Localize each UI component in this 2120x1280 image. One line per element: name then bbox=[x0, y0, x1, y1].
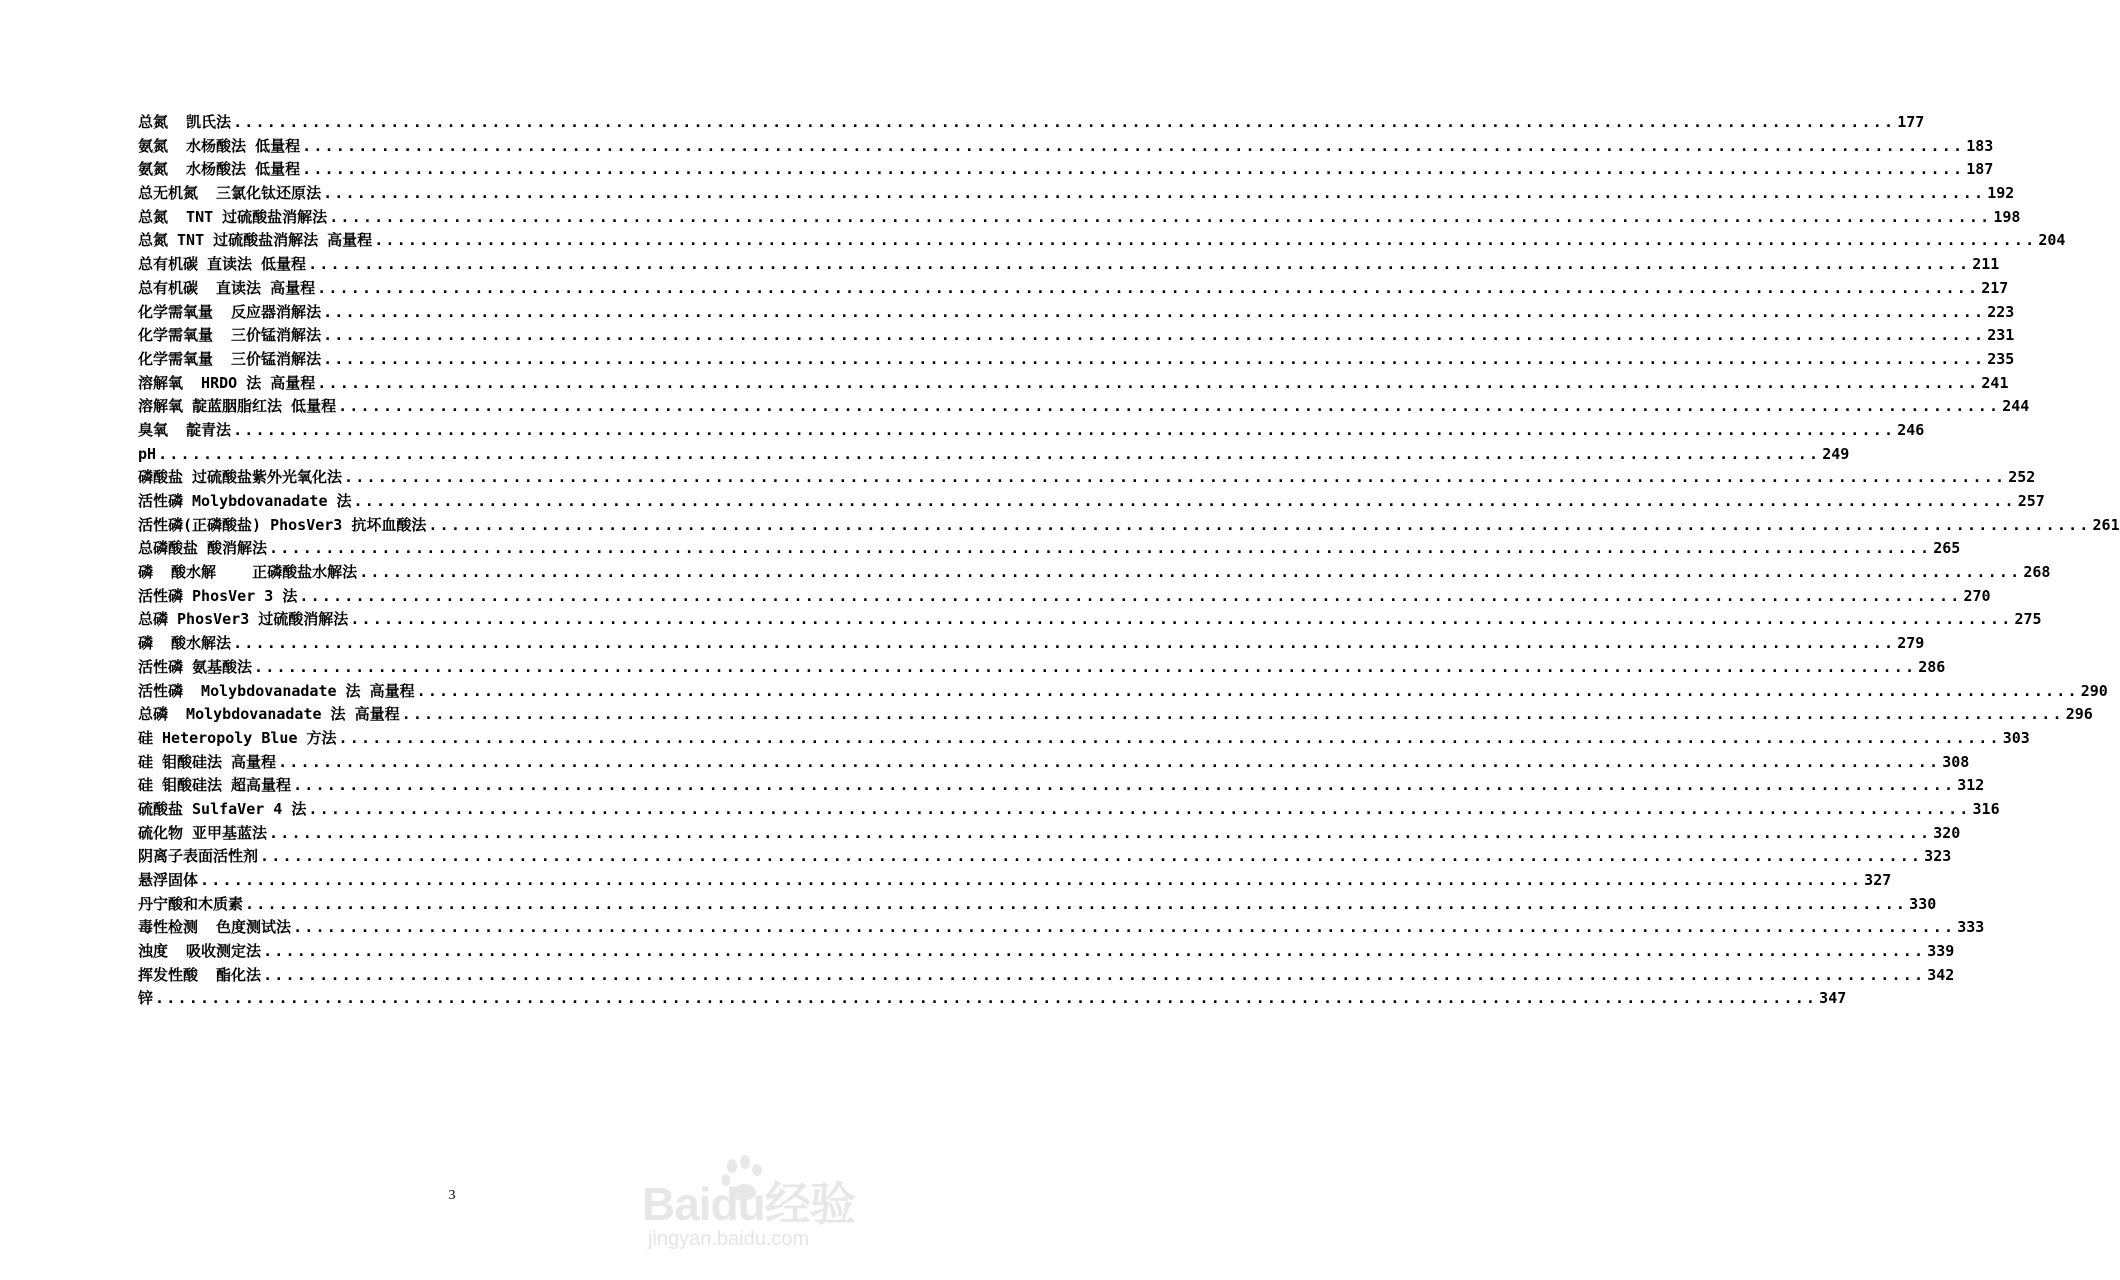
toc-entry-page: 211 bbox=[1972, 255, 2000, 274]
toc-dot-leader: .................................................................................................................................................... bbox=[317, 278, 1980, 297]
toc-entry bbox=[138, 206, 2021, 230]
toc-entry-title: 活性磷 氨基酸法 bbox=[138, 657, 253, 676]
toc-entry-page: 268 bbox=[2023, 563, 2051, 582]
toc-entry-title: 磷 酸水解法 bbox=[138, 634, 232, 653]
toc-entry-page: 316 bbox=[1972, 799, 2000, 818]
toc-entry-title: 总无机氮 三氯化钛还原法 bbox=[138, 184, 322, 203]
toc-entry-title: 磷酸盐 过硫酸盐紫外光氧化法 bbox=[138, 468, 343, 487]
toc-entry-title: 阴离子表面活性剂 bbox=[138, 847, 259, 866]
toc-entry-title: 活性磷(正磷酸盐) PhosVer3 抗坏血酸法 bbox=[138, 515, 427, 534]
toc-entry-page: 183 bbox=[1966, 136, 1994, 155]
toc-dot-leader: .................................................................................................................................................... bbox=[233, 420, 1896, 439]
toc-entry-page: 347 bbox=[1819, 989, 1847, 1008]
toc-dot-leader: .................................................................................................................................................... bbox=[317, 373, 1980, 392]
toc-dot-leader: .................................................................................................................................................... bbox=[338, 728, 2001, 747]
toc-entry bbox=[138, 727, 2030, 751]
toc-entry-title: 锌 bbox=[138, 989, 154, 1008]
toc-dot-leader: .................................................................................................................................................... bbox=[269, 539, 1932, 558]
toc-dot-leader: .................................................................................................................................................... bbox=[260, 847, 1923, 866]
toc-entry bbox=[138, 822, 1961, 846]
toc-dot-leader: .................................................................................................................................................... bbox=[293, 918, 1956, 937]
toc-entry-title: 总磷 Molybdovanadate 法 高量程 bbox=[138, 705, 400, 724]
toc-entry-page: 265 bbox=[1933, 539, 1961, 558]
toc-entry-page: 177 bbox=[1897, 113, 1925, 131]
toc-entry bbox=[138, 111, 1925, 135]
toc-entry bbox=[138, 632, 1925, 656]
toc-dot-leader: .................................................................................................................................................... bbox=[323, 302, 1986, 321]
toc-entry-title: 总氮 TNT 过硫酸盐消解法 bbox=[138, 207, 328, 226]
toc-dot-leader: .................................................................................................................................................... bbox=[233, 113, 1896, 131]
toc-dot-leader: .................................................................................................................................................... bbox=[155, 989, 1818, 1008]
toc-entry-page: 275 bbox=[2014, 610, 2042, 629]
toc-dot-leader: .................................................................................................................................................... bbox=[245, 894, 1908, 913]
toc-dot-leader: .................................................................................................................................................... bbox=[323, 326, 1986, 345]
toc-entry bbox=[138, 916, 1985, 940]
toc-entry-page: 296 bbox=[2065, 705, 2093, 724]
toc-entry bbox=[138, 680, 2108, 704]
toc-dot-leader: .................................................................................................................................................... bbox=[263, 965, 1926, 984]
toc-entry bbox=[138, 751, 1970, 775]
toc-entry bbox=[138, 703, 2093, 727]
toc-entry bbox=[138, 158, 1994, 182]
toc-entry-page: 252 bbox=[2008, 468, 2036, 487]
toc-entry-title: 总磷 PhosVer3 过硫酸消解法 bbox=[138, 610, 349, 629]
toc-entry-page: 223 bbox=[1987, 302, 2015, 321]
toc-entry-title: 毒性检测 色度测试法 bbox=[138, 918, 292, 937]
toc-dot-leader: .................................................................................................................................................... bbox=[302, 136, 1965, 155]
toc-entry-title: pH bbox=[138, 444, 157, 463]
toc-entry-title: 总有机碳 直读法 高量程 bbox=[138, 278, 316, 297]
toc-entry-page: 286 bbox=[1918, 657, 1946, 676]
toc-entry-title: 氨氮 水杨酸法 低量程 bbox=[138, 136, 301, 155]
toc-entry bbox=[138, 253, 2000, 277]
toc-entry bbox=[138, 537, 1961, 561]
toc-dot-leader: .................................................................................................................................................... bbox=[323, 184, 1986, 203]
toc-entry bbox=[138, 135, 1994, 159]
toc-entry-title: 硅 钼酸硅法 高量程 bbox=[138, 752, 277, 771]
toc-dot-leader: .................................................................................................................................................... bbox=[200, 871, 1863, 889]
toc-dot-leader: .................................................................................................................................................... bbox=[263, 942, 1926, 961]
toc-dot-leader: .................................................................................................................................................... bbox=[353, 492, 2016, 510]
toc-dot-leader: .................................................................................................................................................... bbox=[359, 563, 2022, 582]
toc-entry bbox=[138, 348, 2015, 372]
toc-entry bbox=[138, 656, 1946, 680]
toc-entry-page: 323 bbox=[1924, 847, 1952, 866]
toc-entry-title: 化学需氧量 三价锰消解法 bbox=[138, 326, 322, 345]
watermark-url: jingyan.baidu.com bbox=[648, 1228, 810, 1250]
toc-entry-page: 187 bbox=[1966, 160, 1994, 179]
toc-dot-leader: .................................................................................................................................................... bbox=[323, 349, 1986, 368]
toc-entry-page: 244 bbox=[2002, 397, 2030, 416]
toc-dot-leader: .................................................................................................................................................... bbox=[428, 515, 2091, 534]
toc-entry-title: 总磷酸盐 酸消解法 bbox=[138, 539, 268, 558]
toc-entry-title: 硅 钼酸硅法 超高量程 bbox=[138, 776, 292, 795]
toc-dot-leader: .................................................................................................................................................... bbox=[233, 634, 1896, 653]
toc-entry bbox=[138, 466, 2036, 490]
toc-entry-page: 217 bbox=[1981, 278, 2009, 297]
toc-dot-leader: .................................................................................................................................................... bbox=[344, 468, 2007, 487]
toc-dot-leader: .................................................................................................................................................... bbox=[269, 823, 1932, 842]
toc-dot-leader: .................................................................................................................................................... bbox=[278, 752, 1941, 771]
toc-entry-title: 活性磷 Molybdovanadate 法 bbox=[138, 492, 352, 510]
toc-entry-page: 261 bbox=[2092, 515, 2120, 534]
toc-entry-page: 330 bbox=[1909, 894, 1937, 913]
toc-dot-leader: .................................................................................................................................................... bbox=[299, 586, 1962, 605]
toc-entry-title: 丹宁酸和木质素 bbox=[138, 894, 244, 913]
toc-entry bbox=[138, 585, 1991, 609]
toc-entry-page: 249 bbox=[1822, 444, 1850, 463]
toc-dot-leader: .................................................................................................................................................... bbox=[158, 444, 1821, 463]
toc-entry-title: 活性磷 Molybdovanadate 法 高量程 bbox=[138, 681, 415, 700]
toc-dot-leader: .................................................................................................................................................... bbox=[308, 255, 1971, 274]
toc-entry-page: 246 bbox=[1897, 420, 1925, 439]
toc-entry bbox=[138, 443, 1850, 467]
toc-entry-page: 327 bbox=[1864, 871, 1892, 889]
toc-entry-page: 204 bbox=[2038, 231, 2066, 250]
toc-dot-leader: .................................................................................................................................................... bbox=[401, 705, 2064, 724]
toc-dot-leader: .................................................................................................................................................... bbox=[293, 776, 1956, 795]
toc-entry-title: 磷 酸水解 正磷酸盐水解法 bbox=[138, 563, 358, 582]
toc-entry-title: 溶解氧 HRDO 法 高量程 bbox=[138, 373, 316, 392]
toc-entry-title: 化学需氧量 三价锰消解法 bbox=[138, 349, 322, 368]
toc-entry-page: 257 bbox=[2017, 492, 2045, 510]
toc-entry-title: 总氮 TNT 过硫酸盐消解法 高量程 bbox=[138, 231, 373, 250]
toc-entry-title: 硫酸盐 SulfaVer 4 法 bbox=[138, 799, 307, 818]
toc-entry bbox=[138, 301, 2015, 325]
toc-entry bbox=[138, 940, 1955, 964]
toc-entry bbox=[138, 987, 1847, 1011]
toc-entry-page: 270 bbox=[1963, 586, 1991, 605]
toc-entry-page: 342 bbox=[1927, 965, 1955, 984]
toc-entry-title: 硫化物 亚甲基蓝法 bbox=[138, 823, 268, 842]
toc-entry bbox=[138, 774, 1985, 798]
toc-entry bbox=[138, 964, 1955, 988]
toc-entry-page: 290 bbox=[2080, 681, 2108, 700]
toc-dot-leader: .................................................................................................................................................... bbox=[416, 681, 2079, 700]
toc-entry bbox=[138, 229, 2066, 253]
toc-entry-page: 279 bbox=[1897, 634, 1925, 653]
toc-entry bbox=[138, 798, 2000, 822]
toc-entry-title: 臭氧 靛青法 bbox=[138, 420, 232, 439]
toc-entry bbox=[138, 561, 2051, 585]
toc-entry-page: 235 bbox=[1987, 349, 2015, 368]
toc-entry-title: 化学需氧量 反应器消解法 bbox=[138, 302, 322, 321]
toc-entry-title: 总有机碳 直读法 低量程 bbox=[138, 255, 307, 274]
toc-dot-leader: .................................................................................................................................................... bbox=[329, 207, 1992, 226]
toc-entry-page: 198 bbox=[1993, 207, 2021, 226]
toc-entry bbox=[138, 608, 2042, 632]
toc-dot-leader: .................................................................................................................................................... bbox=[254, 657, 1917, 676]
toc-entry-page: 241 bbox=[1981, 373, 2009, 392]
watermark-brand: Baidu经验 bbox=[642, 1178, 855, 1230]
toc-entry-title: 氨氮 水杨酸法 低量程 bbox=[138, 160, 301, 179]
toc-entry bbox=[138, 372, 2009, 396]
toc-entry bbox=[138, 514, 2120, 538]
toc-entry bbox=[138, 869, 1892, 893]
toc-entry bbox=[138, 893, 1937, 917]
toc-dot-leader: .................................................................................................................................................... bbox=[308, 799, 1971, 818]
toc-entry-page: 303 bbox=[2002, 728, 2030, 747]
toc-entry-page: 231 bbox=[1987, 326, 2015, 345]
toc-entry bbox=[138, 395, 2030, 419]
toc-entry-page: 308 bbox=[1942, 752, 1970, 771]
toc-entry bbox=[138, 182, 2015, 206]
toc-entry bbox=[138, 277, 2009, 301]
page-number: 3 bbox=[448, 1188, 456, 1203]
toc-dot-leader: .................................................................................................................................................... bbox=[302, 160, 1965, 179]
toc-entry-title: 悬浮固体 bbox=[138, 871, 199, 889]
toc-entry-title: 总氮 凯氏法 bbox=[138, 113, 232, 131]
toc-entry-title: 活性磷 PhosVer 3 法 bbox=[138, 586, 298, 605]
toc-dot-leader: .................................................................................................................................................... bbox=[374, 231, 2037, 250]
toc-entry-page: 312 bbox=[1957, 776, 1985, 795]
toc-entry-page: 339 bbox=[1927, 942, 1955, 961]
toc-dot-leader: .................................................................................................................................................... bbox=[338, 397, 2001, 416]
toc-entry bbox=[138, 324, 2015, 348]
toc-dot-leader: .................................................................................................................................................... bbox=[350, 610, 2013, 629]
toc-entry-title: 溶解氧 靛蓝胭脂红法 低量程 bbox=[138, 397, 337, 416]
table-of-contents bbox=[138, 111, 2120, 1011]
toc-entry-title: 挥发性酸 酯化法 bbox=[138, 965, 262, 984]
toc-entry bbox=[138, 419, 1925, 443]
toc-entry-title: 硅 Heteropoly Blue 方法 bbox=[138, 728, 337, 747]
toc-entry-page: 320 bbox=[1933, 823, 1961, 842]
toc-entry bbox=[138, 490, 2045, 514]
toc-entry-page: 192 bbox=[1987, 184, 2015, 203]
toc-entry-page: 333 bbox=[1957, 918, 1985, 937]
watermark bbox=[642, 1152, 872, 1272]
toc-entry bbox=[138, 845, 1952, 869]
toc-entry-title: 浊度 吸收测定法 bbox=[138, 942, 262, 961]
